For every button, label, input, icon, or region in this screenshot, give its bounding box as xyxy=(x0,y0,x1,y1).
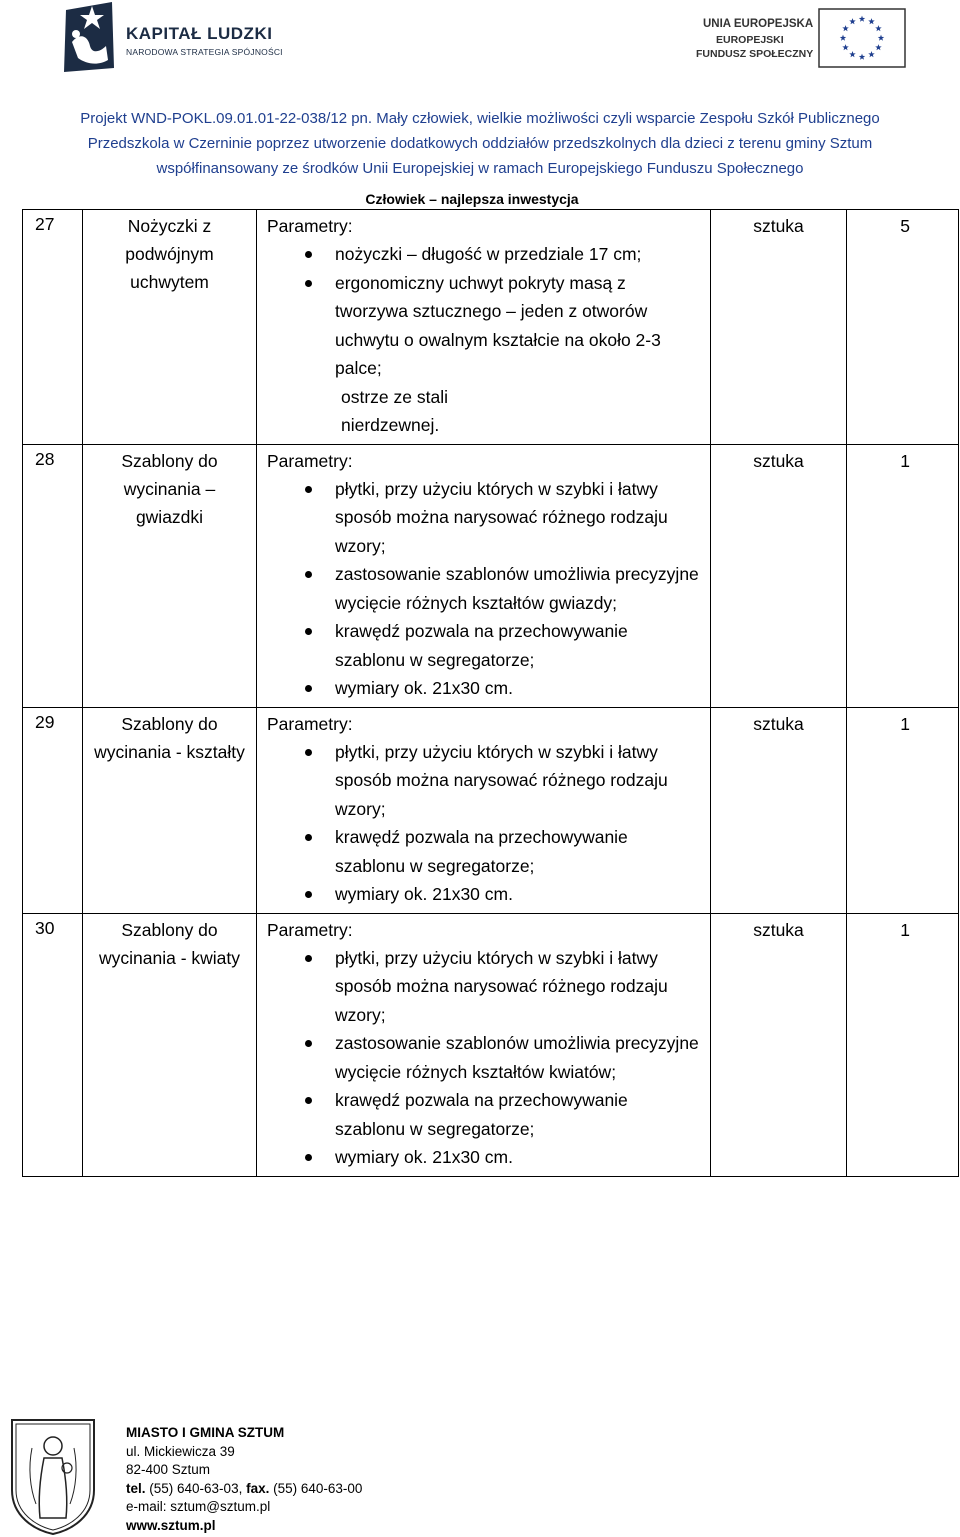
parameters-list xyxy=(267,944,706,1172)
kapital-ludzki-logo xyxy=(62,2,302,72)
footer-website[interactable]: www.sztum.pl xyxy=(126,1517,216,1533)
bullet-icon xyxy=(305,628,312,635)
parameters-label: Parametry: xyxy=(267,450,353,471)
item-description xyxy=(257,913,711,1176)
parameter-line: sposób można narysować różnego rodzaju xyxy=(335,770,668,790)
item-unit: sztuka xyxy=(711,913,847,1176)
kapital-ludzki-title: KAPITAŁ LUDZKI xyxy=(126,24,273,43)
bullet-icon xyxy=(305,1154,312,1161)
table-row xyxy=(23,913,959,1176)
slogan: Człowiek – najlepsza inwestycja xyxy=(365,191,579,207)
bullet-icon xyxy=(305,685,312,692)
parameter-line: krawędź pozwala na przechowywanie xyxy=(335,1090,628,1110)
parameter-item xyxy=(267,823,706,880)
parameter-line: wzory; xyxy=(335,535,386,556)
tel-label: tel. xyxy=(126,1480,146,1496)
footer-email[interactable]: e-mail: sztum@sztum.pl xyxy=(126,1499,271,1514)
parameter-line: palce; xyxy=(335,358,382,378)
parameter-line: wycięcie różnych kształtów kwiatów; xyxy=(335,1061,617,1082)
parameter-item xyxy=(267,560,706,617)
parameter-item xyxy=(267,383,706,440)
parameter-line: wymiary ok. 21x30 cm. xyxy=(335,678,513,698)
item-quantity: 1 xyxy=(847,444,959,707)
parameters-list xyxy=(267,240,706,440)
parameters-label: Parametry: xyxy=(267,713,353,734)
parameter-line: zastosowanie szablonów umożliwia precyzyjne xyxy=(335,1033,699,1053)
table-row xyxy=(23,444,959,707)
sztum-coat-of-arms-icon xyxy=(10,1418,96,1536)
bullet-icon xyxy=(305,486,312,493)
bullet-icon xyxy=(305,571,312,578)
footer-phone-fax xyxy=(126,1480,362,1499)
parameter-line: szablonu w segregatorze; xyxy=(335,1118,535,1139)
parameter-line: wymiary ok. 21x30 cm. xyxy=(335,884,513,904)
item-unit: sztuka xyxy=(711,210,847,445)
parameter-line: wycięcie różnych kształtów gwiazdy; xyxy=(335,592,618,613)
row-number: 27 xyxy=(23,210,83,445)
footer-address xyxy=(126,1424,362,1535)
parameter-item xyxy=(267,674,706,703)
parameter-item xyxy=(267,1086,706,1143)
eu-flag-icon xyxy=(818,8,906,68)
parameter-item xyxy=(267,1029,706,1086)
item-quantity: 1 xyxy=(847,707,959,913)
parameter-line: wzory; xyxy=(335,1004,386,1025)
parameter-line: krawędź pozwala na przechowywanie xyxy=(335,621,628,641)
bullet-icon xyxy=(305,834,312,841)
item-name-line: Szablony do xyxy=(121,713,218,734)
parameter-line: szablonu w segregatorze; xyxy=(335,649,535,670)
item-name-line: Nożyczki z xyxy=(127,216,212,236)
parameter-line: szablonu w segregatorze; xyxy=(335,855,535,876)
parameter-line: krawędź pozwala na przechowywanie xyxy=(335,827,628,847)
item-description xyxy=(257,210,711,445)
footer-title: MIASTO I GMINA SZTUM xyxy=(126,1425,285,1440)
parameters-label: Parametry: xyxy=(267,919,353,940)
kapital-ludzki-subtitle: NARODOWA STRATEGIA SPÓJNOŚCI xyxy=(126,47,283,57)
item-name-line: wycinania – xyxy=(123,478,216,499)
fax-label: fax. xyxy=(246,1480,270,1496)
parameter-item xyxy=(267,880,706,909)
item-unit: sztuka xyxy=(711,444,847,707)
item-name-line: Szablony do xyxy=(121,450,218,471)
bullet-icon xyxy=(305,1040,312,1047)
item-quantity: 5 xyxy=(847,210,959,445)
bullet-icon xyxy=(305,280,312,287)
project-line: Przedszkola w Czerninie poprzez utworzenie dodatkowych oddziałów przedszkolnych dla dzieci z terenu gminy Sztum xyxy=(87,135,873,152)
eu-logo-line3: FUNDUSZ SPOŁECZNY xyxy=(696,48,814,60)
parameters-label: Parametry: xyxy=(267,216,353,236)
eu-logo-line2: EUROPEJSKI xyxy=(716,34,784,46)
parameter-line: płytki, przy użyciu których w szybki i łatwy xyxy=(335,478,658,499)
bullet-icon xyxy=(305,251,312,258)
item-name-line: podwójnym xyxy=(125,244,214,264)
parameter-line: wzory; xyxy=(335,798,386,819)
item-name-line: uchwytem xyxy=(130,272,209,292)
item-name-line: Szablony do xyxy=(121,919,218,940)
item-name-line: wycinania - kwiaty xyxy=(98,947,241,968)
parameter-line: nierdzewnej. xyxy=(341,415,440,435)
parameter-line: zastosowanie szablonów umożliwia precyzyjne xyxy=(335,564,699,584)
item-unit: sztuka xyxy=(711,707,847,913)
row-number: 30 xyxy=(23,913,83,1176)
parameter-line: płytki, przy użyciu których w szybki i łatwy xyxy=(335,741,658,762)
item-description xyxy=(257,707,711,913)
parameter-item xyxy=(267,1143,706,1172)
bullet-icon xyxy=(305,891,312,898)
item-name xyxy=(83,444,257,707)
parameters-list xyxy=(267,738,706,909)
item-name-line: gwiazdki xyxy=(135,506,204,527)
parameter-line: uchwytu o owalnym kształcie na około 2-3 xyxy=(335,329,661,350)
footer-street: ul. Mickiewicza 39 xyxy=(126,1443,235,1459)
project-line: Projekt WND-POKL.09.01.01-22-038/12 pn. Mały człowiek, wielkie możliwości czyli wsparcie Zespołu Szkół Publicznego xyxy=(80,110,880,127)
parameter-item xyxy=(267,240,706,269)
parameter-line: sposób można narysować różnego rodzaju xyxy=(335,507,668,527)
tel-number: (55) 640-63-03, xyxy=(145,1480,247,1496)
item-name xyxy=(83,913,257,1176)
parameter-item xyxy=(267,269,706,383)
parameter-item xyxy=(267,475,706,561)
parameter-line: tworzywa sztucznego – jeden z otworów xyxy=(335,301,648,321)
parameter-item xyxy=(267,738,706,824)
parameter-item xyxy=(267,944,706,1030)
table-row xyxy=(23,210,959,445)
parameter-line: ostrze ze stali xyxy=(341,386,448,407)
parameter-line: płytki, przy użyciu których w szybki i łatwy xyxy=(335,947,658,968)
item-name xyxy=(83,707,257,913)
kapital-ludzki-emblem-icon xyxy=(62,2,118,72)
parameter-item xyxy=(267,617,706,674)
row-number: 29 xyxy=(23,707,83,913)
parameters-list xyxy=(267,475,706,703)
fax-number: (55) 640-63-00 xyxy=(269,1480,363,1496)
eu-logo xyxy=(696,6,910,74)
parameter-line: ergonomiczny uchwyt pokryty masą z xyxy=(335,272,626,293)
item-description xyxy=(257,444,711,707)
project-description xyxy=(0,106,960,181)
footer-postal: 82-400 Sztum xyxy=(126,1462,211,1477)
bullet-icon xyxy=(305,749,312,756)
item-name xyxy=(83,210,257,445)
parameter-line: nożyczki – długość w przedziale 17 cm; xyxy=(335,244,642,264)
eu-logo-line1: UNIA EUROPEJSKA xyxy=(703,18,814,30)
bullet-icon xyxy=(305,1097,312,1104)
item-quantity: 1 xyxy=(847,913,959,1176)
row-number: 28 xyxy=(23,444,83,707)
bullet-icon xyxy=(305,955,312,962)
items-table-body xyxy=(23,210,959,1177)
parameter-line: sposób można narysować różnego rodzaju xyxy=(335,976,668,996)
project-line: współfinansowany ze środków Unii Europejskiej w ramach Europejskiego Funduszu Społecznego xyxy=(156,160,804,177)
items-table xyxy=(22,209,959,1177)
table-row xyxy=(23,707,959,913)
parameter-line: wymiary ok. 21x30 cm. xyxy=(335,1147,513,1167)
item-name-line: wycinania - kształty xyxy=(94,741,245,762)
